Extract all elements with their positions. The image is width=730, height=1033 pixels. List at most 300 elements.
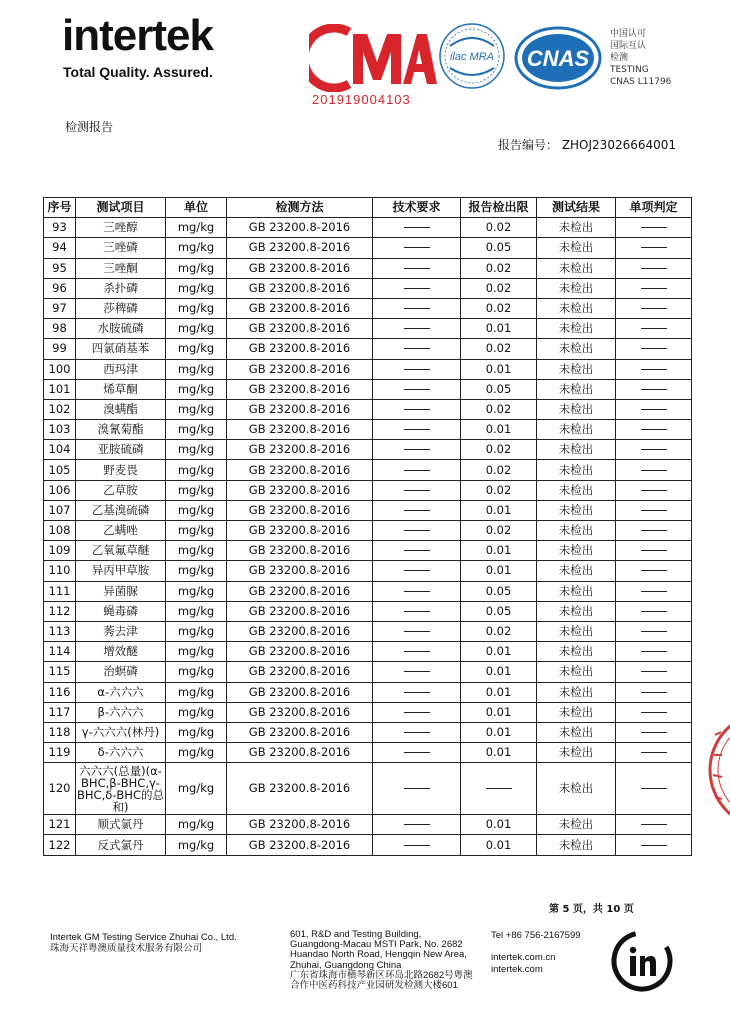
cell-item: 杀扑磷: [76, 278, 166, 298]
cell-method: GB 23200.8-2016: [227, 743, 373, 763]
table-row: [44, 521, 692, 541]
dash-mark: [404, 651, 430, 652]
cell-detection-limit: 0.05: [461, 238, 537, 258]
cell-judgement: [616, 581, 692, 601]
cell-index: 120: [44, 763, 76, 815]
dash-mark: [641, 692, 667, 693]
table-row: [44, 642, 692, 662]
footer-address-line: 601, R&D and Testing Building,: [290, 929, 422, 940]
cell-index: 112: [44, 601, 76, 621]
cell-index: 100: [44, 359, 76, 379]
footer-address-line: 合作中医药科技产业园研发检测大楼601: [290, 980, 458, 992]
cma-mark-icon: [309, 24, 437, 92]
cell-requirement: [373, 258, 461, 278]
dash-mark: [404, 247, 430, 248]
cell-judgement: [616, 258, 692, 278]
cell-unit: mg/kg: [166, 541, 227, 561]
cell-result: 未检出: [537, 440, 616, 460]
cell-judgement: [616, 500, 692, 520]
cell-requirement: [373, 835, 461, 855]
table-header-row: [44, 198, 692, 218]
table-row: [44, 561, 692, 581]
cell-item: γ-六六六(林丹): [76, 722, 166, 742]
cell-detection-limit: 0.01: [461, 682, 537, 702]
cell-index: 99: [44, 339, 76, 359]
cell-judgement: [616, 359, 692, 379]
cell-detection-limit: 0.05: [461, 379, 537, 399]
dash-mark: [641, 348, 667, 349]
cell-judgement: [616, 319, 692, 339]
cell-judgement: [616, 722, 692, 742]
dash-mark: [404, 490, 430, 491]
dash-mark: [404, 611, 430, 612]
dash-mark: [404, 288, 430, 289]
cell-method: GB 23200.8-2016: [227, 722, 373, 742]
cell-index: 104: [44, 440, 76, 460]
dash-mark: [404, 328, 430, 329]
table-row: [44, 460, 692, 480]
cell-detection-limit: 0.02: [461, 218, 537, 238]
cell-unit: mg/kg: [166, 440, 227, 460]
cell-unit: mg/kg: [166, 238, 227, 258]
dash-mark: [404, 692, 430, 693]
cell-unit: mg/kg: [166, 763, 227, 815]
dash-mark: [641, 671, 667, 672]
cell-method: GB 23200.8-2016: [227, 561, 373, 581]
cell-result: 未检出: [537, 521, 616, 541]
cell-item: 蝇毒磷: [76, 601, 166, 621]
dash-mark: [404, 470, 430, 471]
intertek-logo: intertek: [62, 11, 213, 60]
cell-requirement: [373, 500, 461, 520]
col-header-judgement: 单项判定: [616, 198, 692, 218]
dash-mark: [641, 651, 667, 652]
footer-address-line: Guangdong-Macau MSTI Park, No. 2682: [290, 939, 463, 951]
cell-index: 122: [44, 835, 76, 855]
cell-unit: mg/kg: [166, 480, 227, 500]
footer-contact: [491, 930, 581, 976]
cell-result: 未检出: [537, 682, 616, 702]
cell-unit: mg/kg: [166, 500, 227, 520]
dash-mark: [404, 845, 430, 846]
cell-requirement: [373, 682, 461, 702]
dash-mark: [404, 510, 430, 511]
cell-unit: mg/kg: [166, 835, 227, 855]
cell-judgement: [616, 238, 692, 258]
col-header-unit: 单位: [166, 198, 227, 218]
cell-method: GB 23200.8-2016: [227, 218, 373, 238]
dash-mark: [404, 369, 430, 370]
cell-method: GB 23200.8-2016: [227, 763, 373, 815]
cell-result: 未检出: [537, 319, 616, 339]
cell-item: 增效醚: [76, 642, 166, 662]
cell-judgement: [616, 561, 692, 581]
cell-item: 三唑酮: [76, 258, 166, 278]
cell-unit: mg/kg: [166, 561, 227, 581]
table-row: [44, 601, 692, 621]
dash-mark: [404, 631, 430, 632]
cell-requirement: [373, 218, 461, 238]
cell-detection-limit: 0.05: [461, 601, 537, 621]
cell-unit: mg/kg: [166, 258, 227, 278]
dash-mark: [641, 712, 667, 713]
dash-mark: [404, 824, 430, 825]
dash-mark: [641, 449, 667, 450]
dash-mark: [641, 510, 667, 511]
table-row: [44, 399, 692, 419]
dash-mark: [641, 227, 667, 228]
cell-requirement: [373, 238, 461, 258]
cell-unit: mg/kg: [166, 319, 227, 339]
cell-method: GB 23200.8-2016: [227, 835, 373, 855]
cell-unit: mg/kg: [166, 379, 227, 399]
cell-detection-limit: 0.01: [461, 722, 537, 742]
footer-address-line: 广东省珠海市横琴新区环岛北路2682号粤澳: [290, 969, 473, 981]
cell-result: 未检出: [537, 722, 616, 742]
cell-detection-limit: 0.01: [461, 835, 537, 855]
dash-mark: [641, 470, 667, 471]
dash-mark: [641, 611, 667, 612]
cell-requirement: [373, 480, 461, 500]
dash-mark: [641, 369, 667, 370]
cell-method: GB 23200.8-2016: [227, 258, 373, 278]
dash-mark: [641, 409, 667, 410]
cell-requirement: [373, 702, 461, 722]
cell-result: 未检出: [537, 298, 616, 318]
cell-unit: mg/kg: [166, 682, 227, 702]
table-row: [44, 339, 692, 359]
cell-unit: mg/kg: [166, 359, 227, 379]
partial-seal-icon: [706, 715, 730, 825]
table-row: [44, 359, 692, 379]
dash-mark: [641, 429, 667, 430]
dash-mark: [404, 227, 430, 228]
cell-item: 异丙甲草胺: [76, 561, 166, 581]
dash-mark: [641, 752, 667, 753]
footer-company: [50, 932, 237, 954]
cell-detection-limit: 0.01: [461, 561, 537, 581]
dash-mark: [404, 712, 430, 713]
cell-requirement: [373, 541, 461, 561]
cell-result: 未检出: [537, 460, 616, 480]
dash-mark: [641, 550, 667, 551]
cell-item: 溴氰菊酯: [76, 420, 166, 440]
cell-result: 未检出: [537, 359, 616, 379]
cell-unit: mg/kg: [166, 521, 227, 541]
cell-item: 西玛津: [76, 359, 166, 379]
cell-unit: mg/kg: [166, 642, 227, 662]
dash-mark: [641, 247, 667, 248]
cell-detection-limit: 0.02: [461, 339, 537, 359]
ilac-mra-icon: [438, 22, 506, 90]
cell-unit: mg/kg: [166, 339, 227, 359]
cell-judgement: [616, 763, 692, 815]
cell-judgement: [616, 815, 692, 835]
footer-company-cn: 珠海天祥粤澳质量技术服务有限公司: [50, 943, 203, 954]
cell-item: α-六六六: [76, 682, 166, 702]
cell-index: 93: [44, 218, 76, 238]
cell-requirement: [373, 521, 461, 541]
document-title: 检测报告: [65, 120, 114, 134]
cell-item: 三唑醇: [76, 218, 166, 238]
cell-method: GB 23200.8-2016: [227, 238, 373, 258]
cell-index: 118: [44, 722, 76, 742]
cell-result: 未检出: [537, 420, 616, 440]
cell-detection-limit: 0.01: [461, 743, 537, 763]
table-row: [44, 682, 692, 702]
cell-method: GB 23200.8-2016: [227, 359, 373, 379]
cell-method: GB 23200.8-2016: [227, 662, 373, 682]
cell-result: 未检出: [537, 541, 616, 561]
cell-detection-limit: 0.01: [461, 500, 537, 520]
cell-judgement: [616, 278, 692, 298]
cell-judgement: [616, 379, 692, 399]
cell-detection-limit: 0.05: [461, 581, 537, 601]
cell-result: 未检出: [537, 743, 616, 763]
cell-index: 103: [44, 420, 76, 440]
cell-judgement: [616, 601, 692, 621]
dash-mark: [404, 570, 430, 571]
cell-index: 117: [44, 702, 76, 722]
cell-method: GB 23200.8-2016: [227, 500, 373, 520]
table-row: [44, 379, 692, 399]
dash-mark: [641, 389, 667, 390]
dash-mark: [404, 308, 430, 309]
cell-method: GB 23200.8-2016: [227, 460, 373, 480]
table-row: [44, 440, 692, 460]
cell-detection-limit: 0.02: [461, 621, 537, 641]
dash-mark: [404, 429, 430, 430]
cell-detection-limit: 0.02: [461, 460, 537, 480]
cell-judgement: [616, 339, 692, 359]
dash-mark: [641, 570, 667, 571]
cell-index: 109: [44, 541, 76, 561]
cell-item: 野麦畏: [76, 460, 166, 480]
cell-detection-limit: 0.01: [461, 702, 537, 722]
table-body: [44, 218, 692, 855]
cell-item: 顺式氯丹: [76, 815, 166, 835]
cell-requirement: [373, 621, 461, 641]
footer-site-cn: intertek.com.cn: [491, 952, 556, 963]
cell-result: 未检出: [537, 379, 616, 399]
cell-result: 未检出: [537, 642, 616, 662]
cell-method: GB 23200.8-2016: [227, 682, 373, 702]
cell-index: 110: [44, 561, 76, 581]
cell-unit: mg/kg: [166, 662, 227, 682]
cell-judgement: [616, 460, 692, 480]
cell-method: GB 23200.8-2016: [227, 601, 373, 621]
cell-detection-limit: 0.02: [461, 298, 537, 318]
cell-requirement: [373, 722, 461, 742]
cnas-icon: [514, 24, 606, 90]
cell-detection-limit: 0.02: [461, 258, 537, 278]
dash-mark: [404, 389, 430, 390]
col-header-detection-limit: 报告检出限: [461, 198, 537, 218]
table-row: [44, 258, 692, 278]
cell-judgement: [616, 642, 692, 662]
cell-detection-limit: [461, 763, 537, 815]
cell-detection-limit: 0.02: [461, 480, 537, 500]
cell-result: 未检出: [537, 500, 616, 520]
cell-detection-limit: 0.01: [461, 319, 537, 339]
cell-requirement: [373, 278, 461, 298]
cell-judgement: [616, 743, 692, 763]
cell-index: 116: [44, 682, 76, 702]
cell-result: 未检出: [537, 339, 616, 359]
table-row: [44, 835, 692, 855]
cell-index: 121: [44, 815, 76, 835]
dash-mark: [641, 268, 667, 269]
dash-mark: [641, 788, 667, 789]
cell-result: 未检出: [537, 621, 616, 641]
table-row: [44, 621, 692, 641]
cnas-line: 中国认可: [610, 29, 647, 39]
table-row: [44, 662, 692, 682]
cell-index: 113: [44, 621, 76, 641]
cell-method: GB 23200.8-2016: [227, 339, 373, 359]
cell-index: 106: [44, 480, 76, 500]
cell-method: GB 23200.8-2016: [227, 702, 373, 722]
col-header-result: 测试结果: [537, 198, 616, 218]
cell-judgement: [616, 420, 692, 440]
cell-unit: mg/kg: [166, 722, 227, 742]
cell-method: GB 23200.8-2016: [227, 541, 373, 561]
cell-detection-limit: 0.02: [461, 521, 537, 541]
cell-item: 乙草胺: [76, 480, 166, 500]
cell-index: 119: [44, 743, 76, 763]
cell-unit: mg/kg: [166, 601, 227, 621]
table-row: [44, 702, 692, 722]
cell-index: 115: [44, 662, 76, 682]
cell-judgement: [616, 298, 692, 318]
table-row: [44, 238, 692, 258]
cell-unit: mg/kg: [166, 399, 227, 419]
cell-requirement: [373, 420, 461, 440]
cell-requirement: [373, 743, 461, 763]
cell-unit: mg/kg: [166, 621, 227, 641]
table-row: [44, 743, 692, 763]
dash-mark: [404, 550, 430, 551]
dash-mark: [404, 449, 430, 450]
cell-index: 105: [44, 460, 76, 480]
cell-detection-limit: 0.02: [461, 440, 537, 460]
cell-requirement: [373, 601, 461, 621]
cell-judgement: [616, 399, 692, 419]
cell-judgement: [616, 440, 692, 460]
col-header-index: 序号: [44, 198, 76, 218]
footer-company-en: Intertek GM Testing Service Zhuhai Co., Ltd.: [50, 932, 237, 943]
table-row: [44, 480, 692, 500]
cell-detection-limit: 0.01: [461, 815, 537, 835]
cell-method: GB 23200.8-2016: [227, 379, 373, 399]
dash-mark: [641, 530, 667, 531]
cell-detection-limit: 0.02: [461, 399, 537, 419]
cell-item: 溴螨酯: [76, 399, 166, 419]
table-row: [44, 278, 692, 298]
cell-requirement: [373, 339, 461, 359]
cell-item: 烯草酮: [76, 379, 166, 399]
cell-index: 98: [44, 319, 76, 339]
dash-mark: [641, 845, 667, 846]
cell-index: 94: [44, 238, 76, 258]
cell-method: GB 23200.8-2016: [227, 298, 373, 318]
cell-item: δ-六六六: [76, 743, 166, 763]
cnas-line: CNAS L11796: [610, 77, 672, 87]
dash-mark: [404, 671, 430, 672]
cell-unit: mg/kg: [166, 581, 227, 601]
cnas-line: 国际互认: [610, 41, 647, 51]
cell-result: 未检出: [537, 581, 616, 601]
cell-unit: mg/kg: [166, 218, 227, 238]
cell-result: 未检出: [537, 218, 616, 238]
cell-result: 未检出: [537, 662, 616, 682]
cell-method: GB 23200.8-2016: [227, 440, 373, 460]
cell-result: 未检出: [537, 835, 616, 855]
cell-method: GB 23200.8-2016: [227, 319, 373, 339]
cell-result: 未检出: [537, 702, 616, 722]
cell-method: GB 23200.8-2016: [227, 621, 373, 641]
dash-mark: [641, 732, 667, 733]
cell-requirement: [373, 581, 461, 601]
cell-item: 治螟磷: [76, 662, 166, 682]
cell-index: 114: [44, 642, 76, 662]
cell-index: 108: [44, 521, 76, 541]
table-row: [44, 298, 692, 318]
dash-mark: [404, 409, 430, 410]
dash-mark: [404, 268, 430, 269]
cell-judgement: [616, 621, 692, 641]
cell-index: 101: [44, 379, 76, 399]
cell-requirement: [373, 815, 461, 835]
dash-mark: [641, 631, 667, 632]
cell-method: GB 23200.8-2016: [227, 581, 373, 601]
table-row: [44, 815, 692, 835]
table-row: [44, 581, 692, 601]
cell-requirement: [373, 298, 461, 318]
cell-judgement: [616, 521, 692, 541]
cnas-line: TESTING: [610, 65, 649, 75]
cell-item: 亚胺硫磷: [76, 440, 166, 460]
cell-index: 102: [44, 399, 76, 419]
dash-mark: [404, 788, 430, 789]
table-row: [44, 500, 692, 520]
intertek-circle-logo-icon: [609, 928, 675, 994]
col-header-item: 测试项目: [76, 198, 166, 218]
cell-detection-limit: 0.01: [461, 420, 537, 440]
cell-result: 未检出: [537, 601, 616, 621]
dash-mark: [486, 788, 512, 789]
dash-mark: [641, 490, 667, 491]
cell-item: 莎稗磷: [76, 298, 166, 318]
cell-judgement: [616, 662, 692, 682]
cell-method: GB 23200.8-2016: [227, 420, 373, 440]
cell-item: 三唑磷: [76, 238, 166, 258]
cell-index: 95: [44, 258, 76, 278]
footer-address-line: Huandao North Road, Hengqin New Area,: [290, 949, 467, 961]
cell-unit: mg/kg: [166, 278, 227, 298]
cell-requirement: [373, 642, 461, 662]
dash-mark: [404, 348, 430, 349]
cell-method: GB 23200.8-2016: [227, 521, 373, 541]
cell-detection-limit: 0.01: [461, 642, 537, 662]
cell-item: 六六六(总量)(α-BHC,β-BHC,γ-BHC,δ-BHC的总和): [77, 763, 164, 814]
footer-address-line: Zhuhai, Guangdong China: [290, 959, 402, 971]
cell-item: 反式氯丹: [76, 835, 166, 855]
dash-mark: [641, 308, 667, 309]
cell-method: GB 23200.8-2016: [227, 815, 373, 835]
table-row: [44, 319, 692, 339]
cell-item: 水胺硫磷: [76, 319, 166, 339]
